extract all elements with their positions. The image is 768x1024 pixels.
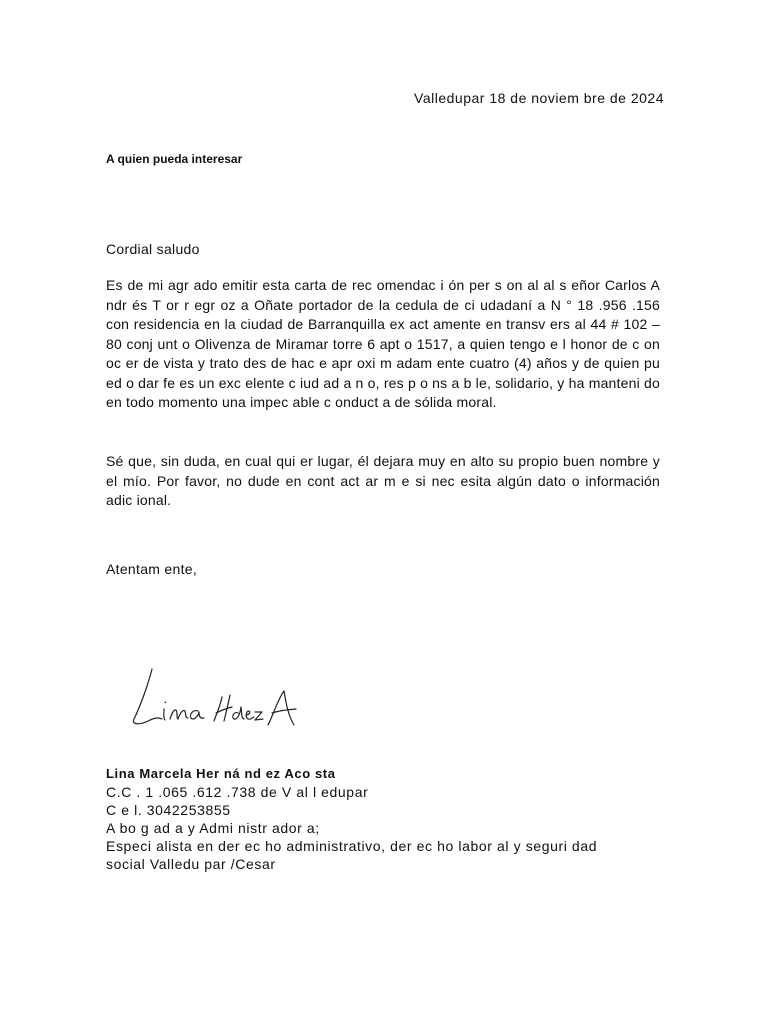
signer-specialty-1: Especi alista en der ec ho administrativo, der ec ho labor al y seguri dad bbox=[106, 838, 598, 854]
body-paragraph-1: Es de mi agr ado emitir esta carta de rec omendac i ón per s on al al s eñor Carlos A ndr és T or r egr oz a Oñate portador de la cedula de ci udadaní a N ° 18 .956 .156 con residencia en la ciudad de Barranquilla ex act amente en transv ers al 44 # 102 – 80 conj unt o Olivenza de Miramar torre 6 apt o 1517, a quien tengo e l honor de c on oc er de vista y trato des de hac e apr oxi m adam ente cuatro (4) años y de quien pu ed o dar fe es un exc elente c iud ad a n o, res p o ns a b le, solidario, y ha manteni do en todo momento una impec able c onduct a de sólida moral. bbox=[106, 277, 660, 410]
signer-role: A bo g ad a y Admi nistr ador a; bbox=[106, 820, 320, 836]
letter-closing: Atentam ente, bbox=[106, 561, 198, 577]
body-paragraph-2: Sé que, sin duda, en cual qui er lugar, él dejara muy en alto su propio buen nombre y el mío. Por favor, no dude en cont act ar m e si nec esita algún dato o información adic ional. bbox=[106, 453, 660, 508]
signer-id: C.C . 1 .065 .612 .738 de V al l edupar bbox=[106, 784, 369, 800]
letter-salutation: A quien pueda interesar bbox=[106, 152, 243, 166]
handwritten-signature bbox=[118, 655, 318, 745]
signer-name: Lina Marcela Her ná nd ez Aco sta bbox=[106, 766, 336, 781]
signer-block bbox=[106, 765, 597, 873]
letter-greeting: Cordial saludo bbox=[106, 241, 200, 257]
letter-date: Valledupar 18 de noviem bre de 2024 bbox=[414, 90, 664, 106]
signer-phone: C e l. 3042253855 bbox=[106, 802, 231, 818]
signer-specialty-2: social Valledu par /Cesar bbox=[106, 856, 276, 872]
